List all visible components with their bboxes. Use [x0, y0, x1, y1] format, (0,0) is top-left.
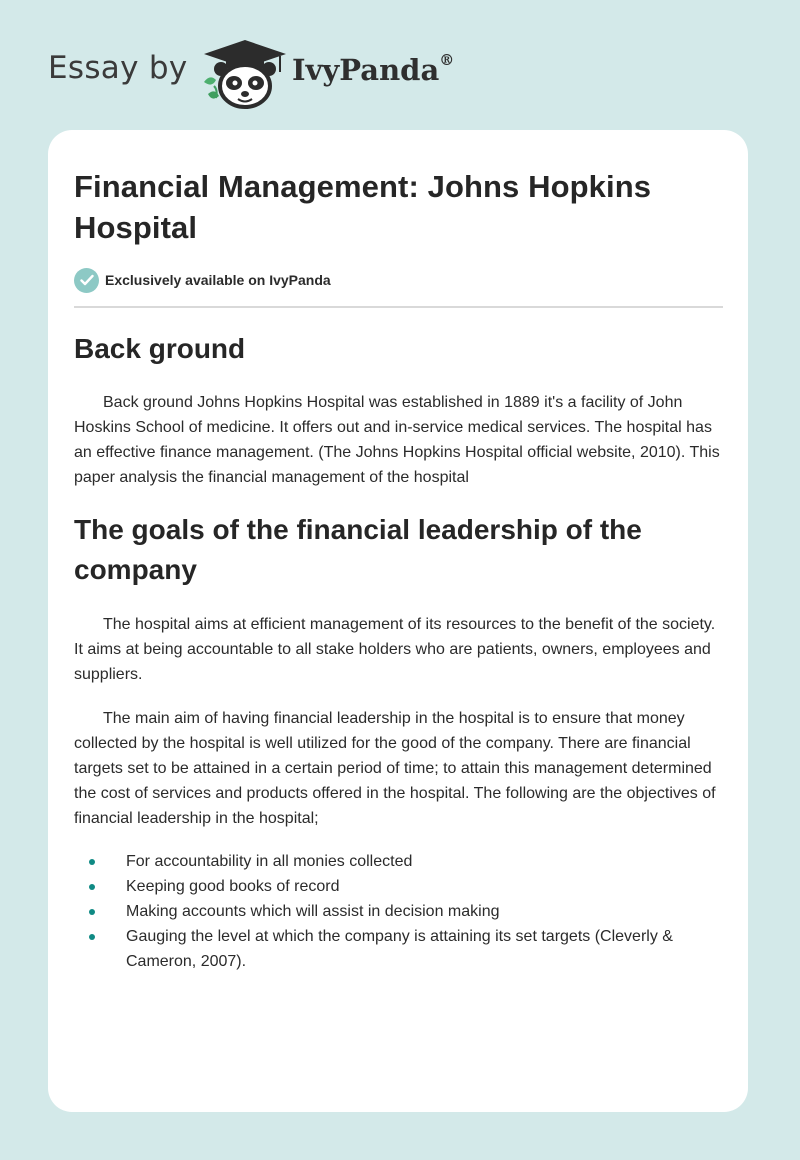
section-heading-goals: The goals of the financial leadership of the company [74, 514, 642, 585]
section-heading-background: Back ground [74, 333, 246, 364]
article-card [48, 130, 748, 1112]
bullet-icon [89, 909, 95, 915]
paragraph: The hospital aims at efficient management of its resources to the benefit of the society. It aims at being accountable to all stake holders who are patients, owners, employees and suppliers. [74, 616, 716, 683]
list-item [74, 849, 724, 874]
brand-name[interactable] [292, 53, 454, 87]
essay-by-label: Essay by [48, 50, 188, 86]
title-divider [74, 306, 723, 308]
list-item-text: For accountability in all monies collected [126, 853, 413, 870]
list-item [74, 874, 724, 899]
exclusive-badge [74, 266, 722, 294]
list-item [74, 899, 724, 924]
objectives-list [74, 849, 722, 974]
bullet-icon [89, 934, 95, 940]
list-item-text: Making accounts which will assist in decision making [126, 903, 500, 920]
list-item-text: Keeping good books of record [126, 878, 340, 895]
registered-mark: ® [439, 51, 455, 70]
bullet-icon [89, 884, 95, 890]
panda-logo-icon[interactable] [200, 36, 290, 110]
paragraph: The main aim of having financial leadership in the hospital is to ensure that money collected by the hospital is well utilized for the good of the company. There are financial targets set to be attained in a certain period of time; to attain this management determined the cost of services and products offered in the hospital. The following are the objectives of financial leadership in the hospital; [74, 710, 716, 827]
paragraph: Back ground Johns Hopkins Hospital was established in 1889 it's a facility of John Hoskins School of medicine. It offers out and in-service medical services. The hospital has an effective finance management. (The Johns Hopkins Hospital official website, 2010). This paper analysis the financial management of the hospital [74, 394, 720, 486]
site-header [0, 0, 800, 130]
brand-text: IvyPanda [292, 53, 440, 87]
list-item [74, 924, 724, 974]
article-title: Financial Management: Johns Hopkins Hospital [74, 169, 652, 245]
check-icon [74, 268, 99, 293]
exclusive-badge-label: Exclusively available on IvyPanda [105, 272, 331, 288]
list-item-text: Gauging the level at which the company is attaining its set targets (Cleverly & Cameron, 2007). [126, 928, 673, 970]
bullet-icon [89, 859, 95, 865]
